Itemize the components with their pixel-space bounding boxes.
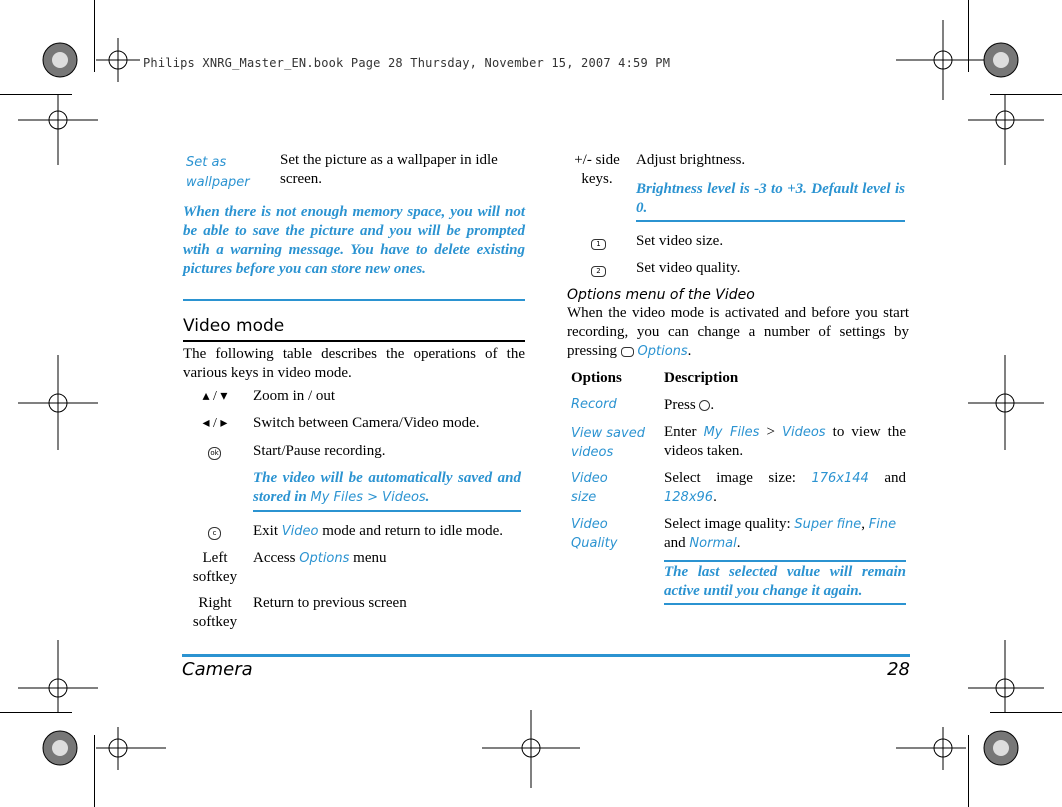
key-up-down: ▴ / ▾ [202,389,228,404]
registration-target-icon [18,640,98,712]
key-2-icon: 2 [591,262,606,280]
key-2-desc: Set video quality. [636,260,741,276]
starburst-icon [43,43,77,77]
registration-target-icon [968,95,1044,165]
key-desc: Return to previous screen [253,595,407,611]
footer-section: Camera [182,659,253,680]
option-view-saved: View saved videos [571,426,645,460]
registration-target-icon [896,727,966,770]
memory-note: When there is not enough memory space, you will not be able to save the picture and you will be prompted wtih a warning message. You have to delete existing pictures before you can store new ones. [183,204,525,277]
option-desc: Press . [664,397,715,413]
intro-paragraph: The following table describes the operations of the various keys in video mode. [183,346,525,381]
registration-target-icon [968,640,1044,712]
key-1-desc: Set video size. [636,233,724,249]
table-header-options: Options [571,370,622,386]
starburst-icon [43,731,77,765]
options-intro: When the video mode is activated and before you start recording, you can change a number of settings by pressing Options. [567,305,909,359]
divider [253,510,521,512]
c-key-icon: c [208,524,221,542]
last-selected-note: The last selected value will remain active until you change it again. [664,564,906,599]
divider [664,560,906,562]
key-desc: Start/Pause recording. [253,443,386,459]
ok-key-icon [699,400,710,411]
table-header-description: Description [664,370,739,386]
key-desc: Exit Video mode and return to idle mode. [253,523,504,539]
wallpaper-label: Set as wallpaper [186,155,250,190]
starburst-icon [984,731,1018,765]
option-video-quality: Video Quality [571,517,618,551]
registration-target-icon [896,20,990,100]
registration-target-icon [18,355,98,450]
key-1-icon: 1 [591,235,606,253]
key-desc: Access Options menu [253,550,387,566]
page-number: 28 [887,659,910,680]
registration-target-icon [18,95,98,165]
brightness-note: Brightness level is -3 to +3. Default level is 0. [636,181,905,216]
wallpaper-description: Set the picture as a wallpaper in idle screen. [280,152,498,187]
registration-target-icon [96,727,166,770]
option-desc: Select image quality: Super fine, Fine and Normal. [664,516,897,551]
divider [664,603,906,605]
key-desc: Switch between Camera/Video mode. [253,415,480,431]
file-header: Philips XNRG_Master_EN.book Page 28 Thursday, November 15, 2007 4:59 PM [143,56,671,70]
ok-key-icon: ok [208,444,221,462]
footer-rule [182,654,910,657]
key-right-softkey: Right softkey [192,595,238,630]
option-video-size: Video size [571,471,608,505]
brightness-desc: Adjust brightness. [636,152,746,168]
key-left-right: ◂ / ▸ [202,416,228,431]
key-left-softkey: Left softkey [192,550,238,585]
section-title: Video mode [183,316,285,336]
registration-target-icon [968,355,1044,450]
registration-target-icon [482,710,580,788]
registration-target-icon [96,38,140,82]
option-record: Record [571,397,617,412]
left-softkey-icon [621,347,634,357]
key-desc: Zoom in / out [253,388,336,404]
options-heading: Options menu of the Video [567,287,755,303]
section-rule [183,340,525,342]
save-note: The video will be automatically saved and stored in My Files > Videos. [253,470,521,505]
divider [636,220,905,222]
starburst-icon [984,43,1018,77]
divider [183,299,525,301]
option-desc: Select image size: 176x144 and 128x96. [664,470,907,505]
brightness-key: +/- side keys. [574,152,620,187]
option-desc: Enter My Files > Videos to view the videos taken. [664,424,907,459]
